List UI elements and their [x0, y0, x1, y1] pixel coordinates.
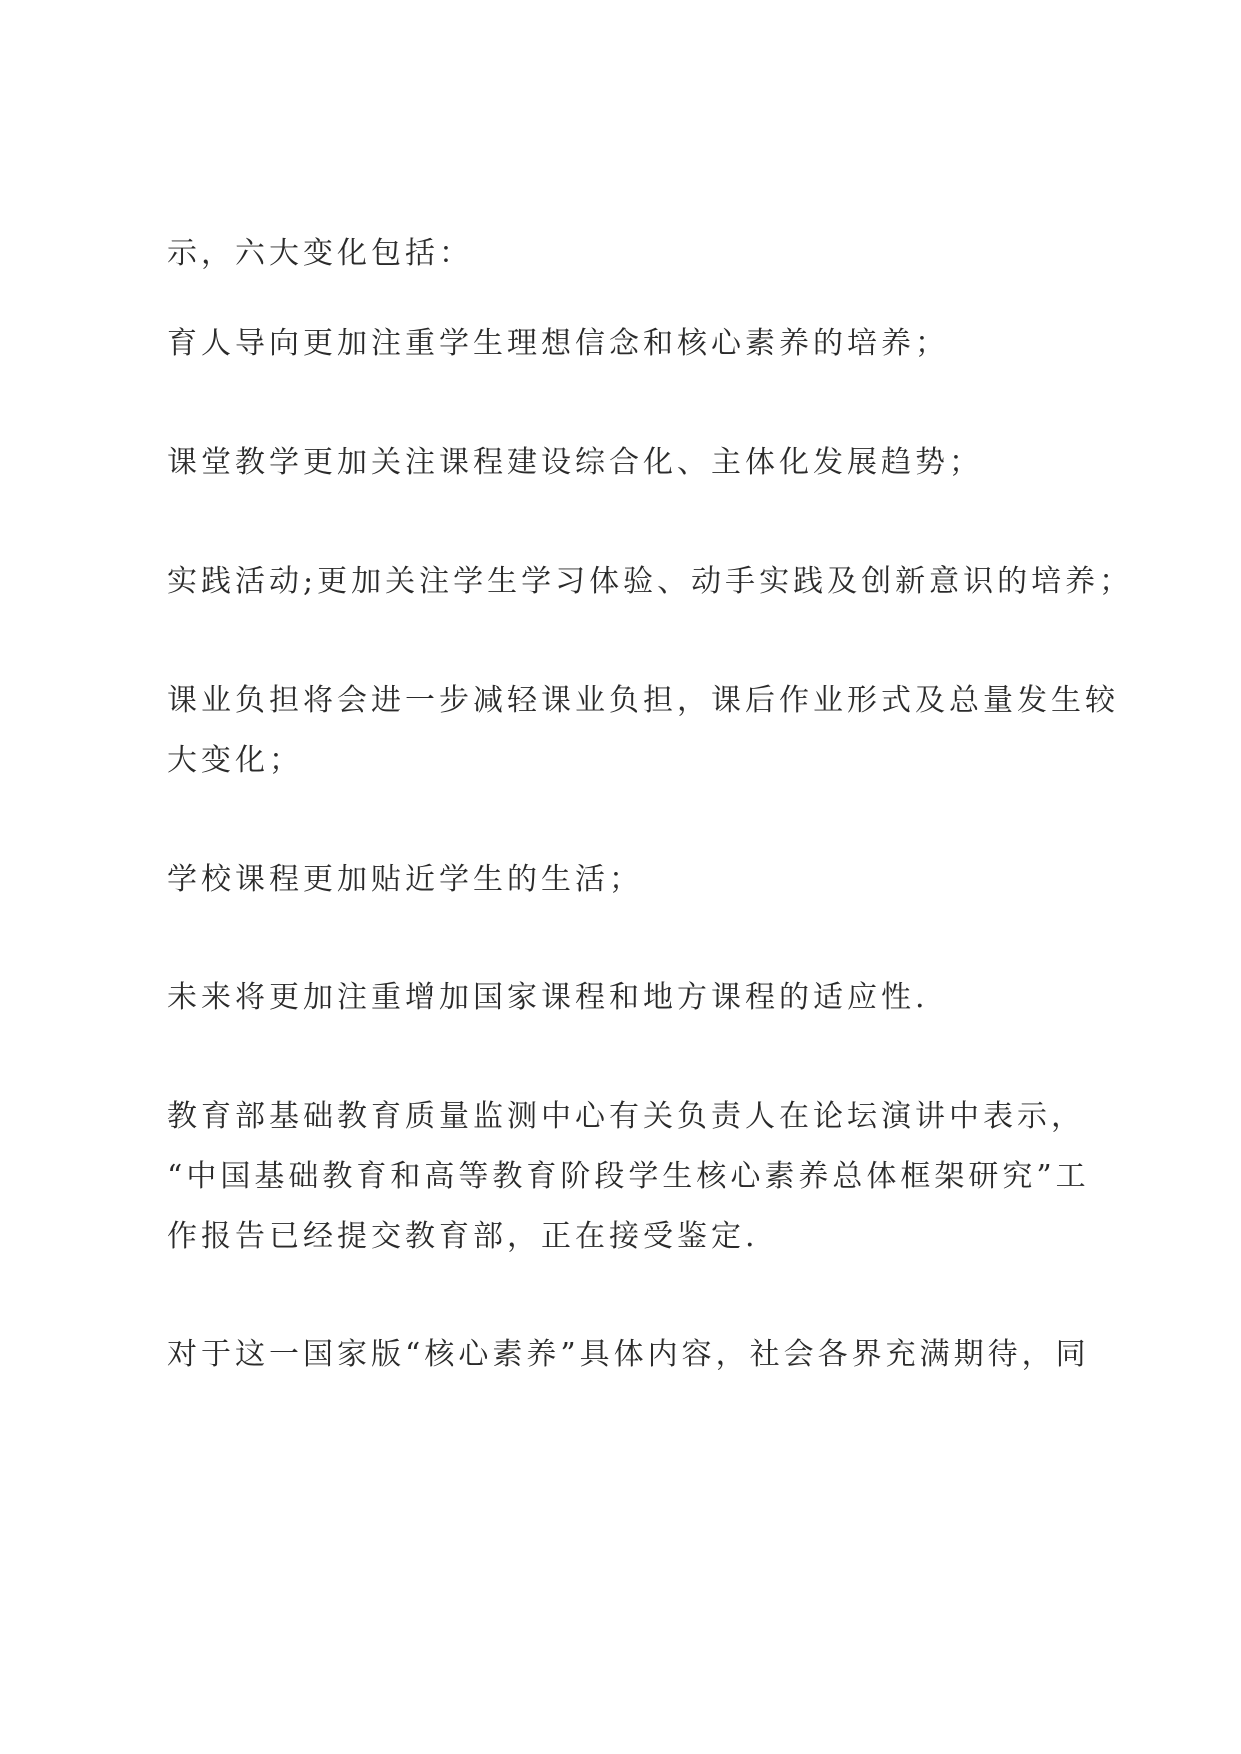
text-line: 示，六大变化包括：	[167, 236, 473, 271]
text-line: “中国基础教育和高等教育阶段学生核心素养总体框架研究”工	[167, 1159, 1090, 1194]
paragraph-monitoring-center	[167, 1087, 1097, 1267]
paragraph-core-literacy	[167, 1325, 1097, 1385]
text-line: 学校课程更加贴近学生的生活；	[167, 862, 643, 897]
text-line: 大变化；	[167, 743, 303, 778]
text-line: 课业负担将会进一步减轻课业负担，课后作业形式及总量发生较	[167, 683, 1119, 718]
paragraph-item-1	[167, 314, 1097, 374]
text-line: 育人导向更加注重学生理想信念和核心素养的培养；	[167, 326, 949, 361]
text-line: 未来将更加注重增加国家课程和地方课程的适应性.	[167, 980, 929, 1015]
text-line: 教育部基础教育质量监测中心有关负责人在论坛演讲中表示，	[167, 1099, 1085, 1134]
text-line: 实践活动;更加关注学生学习体验、动手实践及创新意识的培养；	[167, 564, 1134, 599]
paragraph-item-3	[167, 552, 1134, 612]
paragraph-item-6	[167, 968, 1097, 1028]
text-line: 作报告已经提交教育部，正在接受鉴定.	[167, 1219, 759, 1254]
text-line: 对于这一国家版“核心素养”具体内容，社会各界充满期待，同	[167, 1337, 1090, 1372]
paragraph-item-4	[167, 671, 1119, 791]
text-line: 课堂教学更加关注课程建设综合化、主体化发展趋势；	[167, 445, 983, 480]
paragraph-item-5	[167, 850, 1097, 910]
paragraph-item-2	[167, 433, 1097, 493]
paragraph-intro	[167, 224, 1097, 284]
